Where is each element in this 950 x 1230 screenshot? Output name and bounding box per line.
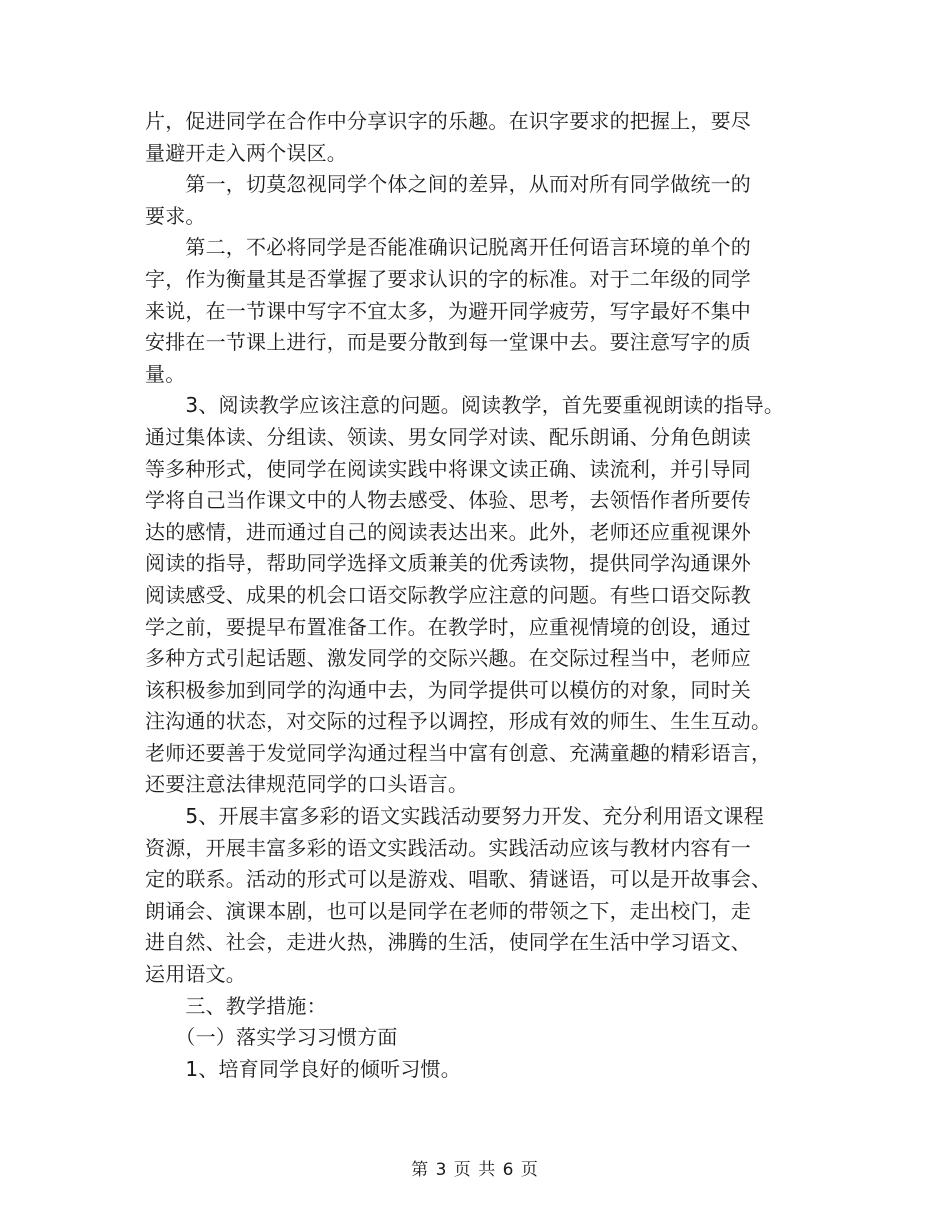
text-line: 要求。 <box>145 203 206 228</box>
text-line: 阅读的指导，帮助同学选择文质兼美的优秀读物，提供同学沟通课外 <box>145 551 751 576</box>
text-line: 1、培育同学良好的倾听习惯。 <box>145 1056 461 1081</box>
text-line: 通过集体读、分组读、领读、男女同学对读、配乐朗诵、分角色朗读 <box>145 424 751 449</box>
text-line: 多种方式引起话题、激发同学的交际兴趣。在交际过程当中，老师应 <box>145 646 751 671</box>
text-line: 达的感情，进而通过自己的阅读表达出来。此外，老师还应重视课外 <box>145 519 751 544</box>
text-line: 安排在一节课上进行，而是要分散到每一堂课中去。要注意写字的质 <box>145 330 751 355</box>
text-line: 定的联系。活动的形式可以是游戏、唱歌、猜谜语，可以是开故事会、 <box>145 867 772 892</box>
text-line: 等多种形式，使同学在阅读实践中将课文读正确、读流利，并引导同 <box>145 456 751 481</box>
text-line: 阅读感受、成果的机会口语交际教学应注意的问题。有些口语交际教 <box>145 582 751 607</box>
text-line: （一）落实学习习惯方面 <box>145 1025 398 1050</box>
text-line: 量避开走入两个误区。 <box>145 140 347 165</box>
text-line: 朗诵会、演课本剧，也可以是同学在老师的带领之下，走出校门，走 <box>145 898 751 923</box>
text-line: 运用语文。 <box>145 962 246 987</box>
text-line: 注沟通的状态，对交际的过程予以调控，形成有效的师生、生生互动。 <box>145 709 772 734</box>
page-number-footer: 第 3 页 共 6 页 <box>411 1160 539 1180</box>
text-line: 进自然、社会，走进火热，沸腾的生活，使同学在生活中学习语文、 <box>145 930 751 955</box>
text-line: 量。 <box>145 361 186 386</box>
text-line: 学将自己当作课文中的人物去感受、体验、思考，去领悟作者所要传 <box>145 488 751 513</box>
text-line: 5、开展丰富多彩的语文实践活动要努力开发、充分利用语文课程 <box>145 804 764 829</box>
text-line: 第二，不必将同学是否能准确识记脱离开任何语言环境的单个的 <box>145 235 751 260</box>
text-line: 字，作为衡量其是否掌握了要求认识的字的标准。对于二年级的同学 <box>145 266 751 291</box>
text-line: 3、阅读教学应该注意的问题。阅读教学，首先要重视朗读的指导。 <box>145 393 785 418</box>
text-line: 该积极参加到同学的沟通中去，为同学提供可以模仿的对象，同时关 <box>145 677 751 702</box>
text-line: 来说，在一节课中写字不宜太多，为避开同学疲劳，写字最好不集中 <box>145 298 751 323</box>
document-body <box>145 106 845 1085</box>
text-line: 资源，开展丰富多彩的语文实践活动。实践活动应该与教材内容有一 <box>145 835 751 860</box>
text-line: 片，促进同学在合作中分享识字的乐趣。在识字要求的把握上，要尽 <box>145 109 751 133</box>
text-line: 还要注意法律规范同学的口头语言。 <box>145 772 469 797</box>
text-line: 学之前，要提早布置准备工作。在教学时，应重视情境的创设，通过 <box>145 614 751 639</box>
text-line: 老师还要善于发觉同学沟通过程当中富有创意、充满童趣的精彩语言， <box>145 740 772 765</box>
text-line: 第一，切莫忽视同学个体之间的差异，从而对所有同学做统一的 <box>145 172 751 197</box>
text-line: 三、教学措施： <box>145 993 327 1018</box>
